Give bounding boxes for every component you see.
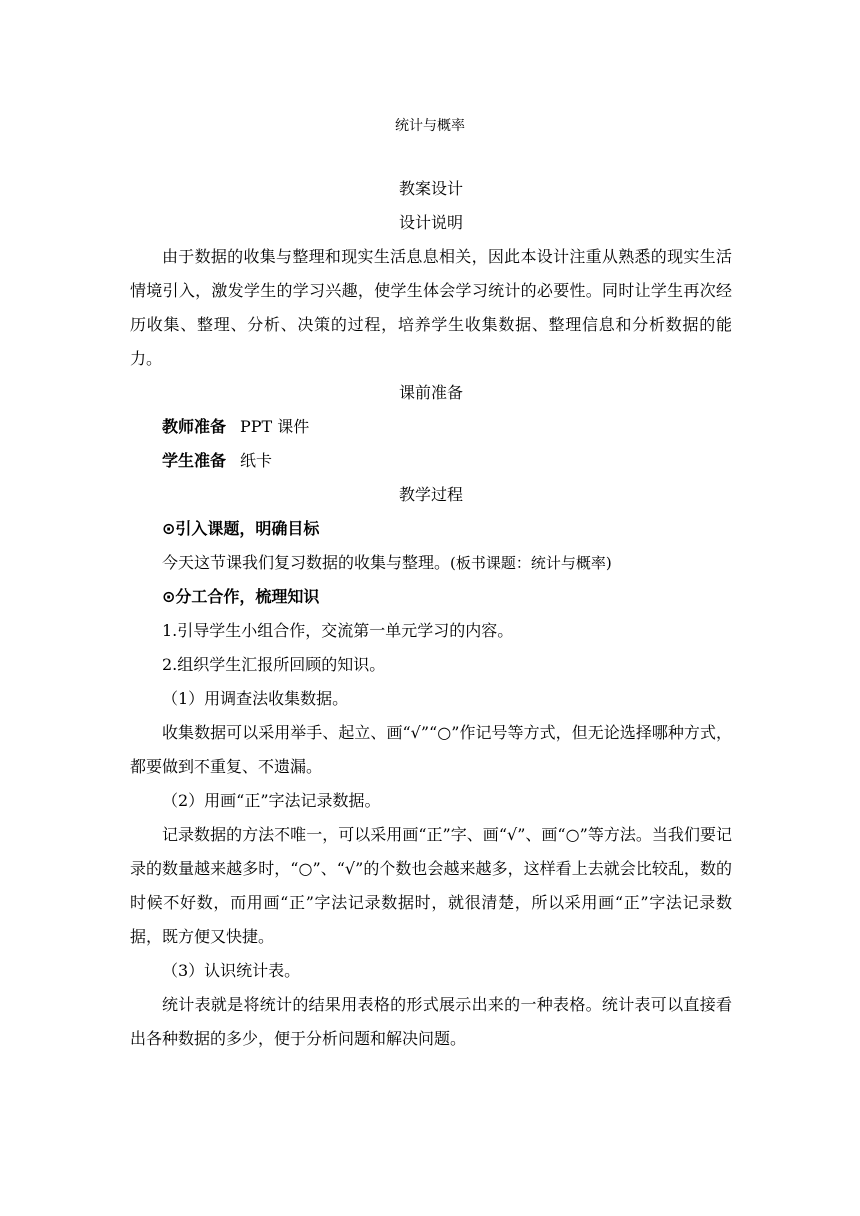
section1-text: 今天这节课我们复习数据的收集与整理。 [162,553,451,572]
section1-title: ⊙引入课题，明确目标 [162,519,320,538]
student-prep-value: 纸卡 [240,451,273,470]
sub3-title: （3）认识统计表。 [162,961,301,980]
sub1-title: （1）用调查法收集数据。 [162,689,349,708]
teacher-preparation-row [130,410,732,444]
section2-title: ⊙分工合作，梳理知识 [162,587,320,606]
page-header-title: 统计与概率 [395,118,465,134]
sub2-title: （2）用画“正”字法记录数据。 [162,791,381,810]
heading-teaching-process: 教学过程 [398,485,463,504]
teacher-prep-label: 教师准备 [162,417,227,436]
intro-paragraph: 由于数据的收集与整理和现实生活息息相关，因此本设计注重从熟悉的现实生活情境引入，激发学生的学习兴趣，使学生体会学习统计的必要性。同时让学生再次经历收集、整理、分析、决策的过程，培养学生收集数据、整理信息和分析数据的能力。 [130,247,732,368]
sub2-paragraph: 记录数据的方法不唯一，可以采用画“正”字、画“√”、画“○”等方法。当我们要记录的数量越来越多时，“○”、“√”的个数也会越来越多，这样看上去就会比较乱，数的时候不好数，而用画“正”字法记录数据时，就很清楚，所以采用画“正”字法记录数据，既方便又快捷。 [130,825,732,946]
teacher-prep-value: PPT 课件 [240,417,310,436]
sub1-paragraph: 收集数据可以采用举手、起立、画“√”“○”作记号等方式，但无论选择哪种方式，都要做到不重复、不遗漏。 [130,723,732,776]
heading-lesson-design: 教案设计 [398,179,463,198]
step2-text: 2.组织学生汇报所回顾的知识。 [162,655,386,674]
section1-paragraph [130,546,732,580]
document-body [130,172,732,1056]
heading-design-notes: 设计说明 [398,213,463,232]
section1-note: (板书课题：统计与概率) [450,554,612,572]
student-prep-label: 学生准备 [162,451,227,470]
sub3-paragraph: 统计表就是将统计的结果用表格的形式展示出来的一种表格。统计表可以直接看出各种数据的多少，便于分析问题和解决问题。 [130,995,732,1048]
step1-text: 1.引导学生小组合作，交流第一单元学习的内容。 [162,621,514,640]
heading-preparation: 课前准备 [398,383,463,402]
student-preparation-row [130,444,732,478]
